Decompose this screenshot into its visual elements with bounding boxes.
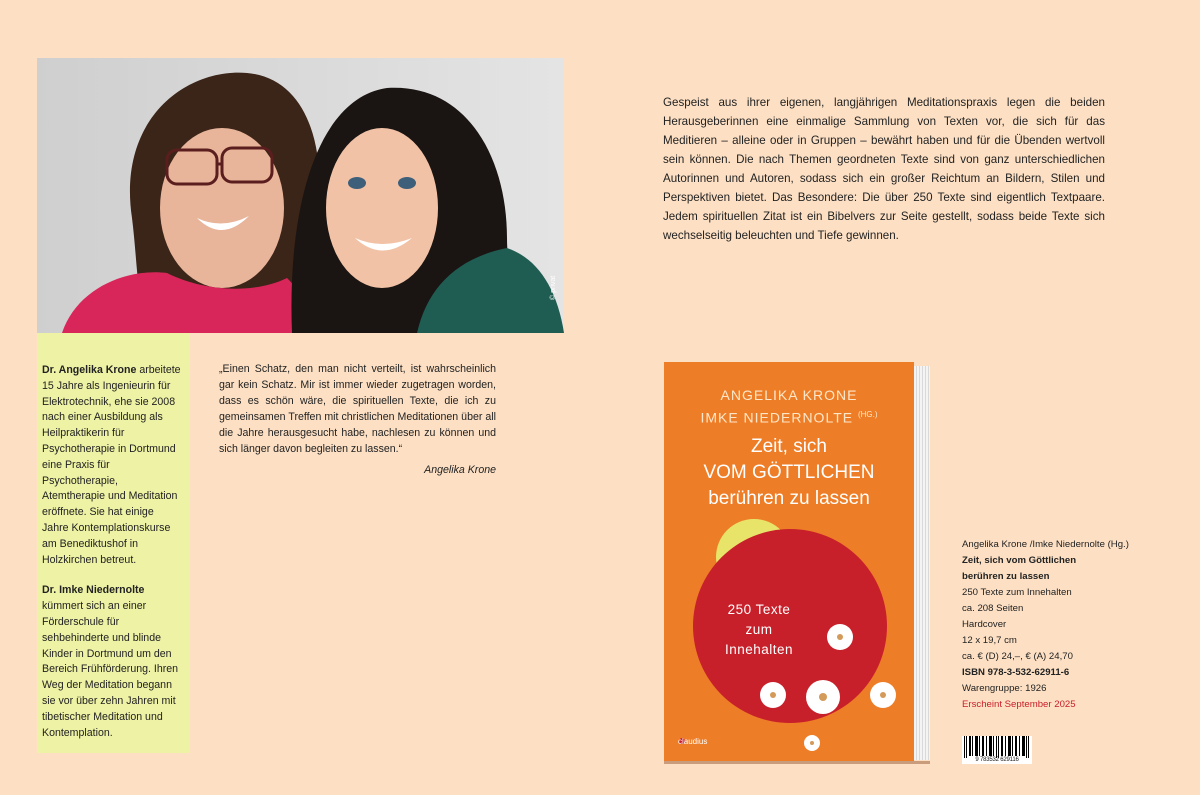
book-cover [664,362,914,762]
author-bio-box [37,333,190,753]
authors-photo [37,58,564,333]
quote-text: „Einen Schatz, den man nicht verteilt, ist wahrscheinlich gar kein Schatz. Mir ist immer wieder zugetragen worden, dass es schön wäre, die spirituellen Texte, die ich zu gemeinsamen Treffen mit christlichen Meditationen über all die Jahre herausgesucht habe, nachlesen zu können und sich länger davon begleiten zu lassen.“ [219,363,496,455]
info-binding: Hardcover [962,619,1007,630]
cover-subtitle-line-1: 250 Texte [727,602,791,617]
info-size: 12 x 19,7 cm [962,635,1017,646]
cover-authors [664,386,914,428]
info-pages: ca. 208 Seiten [962,603,1024,614]
cover-title-line-2: VOM GÖTTLICHEN [703,462,875,483]
cover-author-1: ANGELIKA KRONE [720,387,858,403]
quote-author: Angelika Krone [424,464,496,476]
info-release: Erscheint September 2025 [962,699,1076,710]
cover-publisher: claudius [678,737,708,746]
bio-imke [42,583,182,741]
cover-title [664,434,914,512]
cover-author-2: IMKE NIEDERNOLTE [700,409,854,426]
info-subtitle: 250 Texte zum Innehalten [962,587,1072,598]
book-info [962,537,1162,713]
bio-angelika [42,363,182,568]
book-shadow [664,761,930,764]
cover-subtitle [704,600,814,660]
cover-subtitle-line-2: zum [745,622,773,637]
info-isbn: ISBN 978-3-532-62911-6 [962,667,1070,678]
barcode-number: 9 783532 629116 [975,757,1019,763]
cover-title-line-1: Zeit, sich [750,436,828,457]
cover-subtitle-line-3: Innehalten [724,642,794,657]
bio-text-angelika: arbeitete 15 Jahre als Ingenieurin für Elektrotechnik, ehe sie 2008 nach einer Ausbildung als Heilpraktikerin für Psychotherapie in Dortmund eine Praxis für Psychotherapie, Atemtherapie und Meditation eröffnete. Sie hat einige Jahre Kontemplationskurse am Benediktushof in Holzkirchen betreut. [42,364,181,566]
book-description: Gespeist aus ihrer eigenen, langjährigen Meditationspraxis legen die beiden Herausgeberinnen eine einmalige Sammlung von Texten vor, die sich für das Meditieren – alleine oder in Gruppen – bewährt haben und für die Übenden wertvoll sein können. Die nach Themen geordneten Texte sind von ganz unterschiedlichen Autorinnen und Autoren, sodass sich ein großer Reichtum an Bildern, Stilen und Perspektiven bietet. Das Besondere: Die über 250 Texte sind eigentlich Textpaare. Jedem spirituellen Zitat ist ein Bibelvers zur Seite gestellt, sodass beide Texte sich wechselseitig beleuchten und Tiefe gewinnen. [663,96,1105,242]
info-price: ca. € (D) 24,–, € (A) 24,70 [962,651,1073,662]
bio-name-imke: Dr. Imke Niedernolte [42,584,145,597]
bio-name-angelika: Dr. Angelika Krone [42,364,137,376]
info-group: Warengruppe: 1926 [962,683,1047,694]
book-page-edges [914,366,930,760]
cover-hg: (HG.) [857,410,878,419]
cover-title-line-3: berühren zu lassen [708,488,870,509]
info-title-2: berühren zu lassen [962,571,1050,582]
photo-credit: © privat [550,275,557,300]
bio-text-imke: kümmert sich an einer Förderschule für sehbehinderte und blinde Kinder in Dortmund um den Bereich Frühförderung. Ihren Weg der Meditation begann sie vor über zehn Jahren mit tibetischer Meditation und Kontemplation. [42,600,179,739]
info-title-1: Zeit, sich vom Göttlichen [962,555,1077,566]
info-authors: Angelika Krone /Imke Niedernolte (Hg.) [962,539,1129,550]
